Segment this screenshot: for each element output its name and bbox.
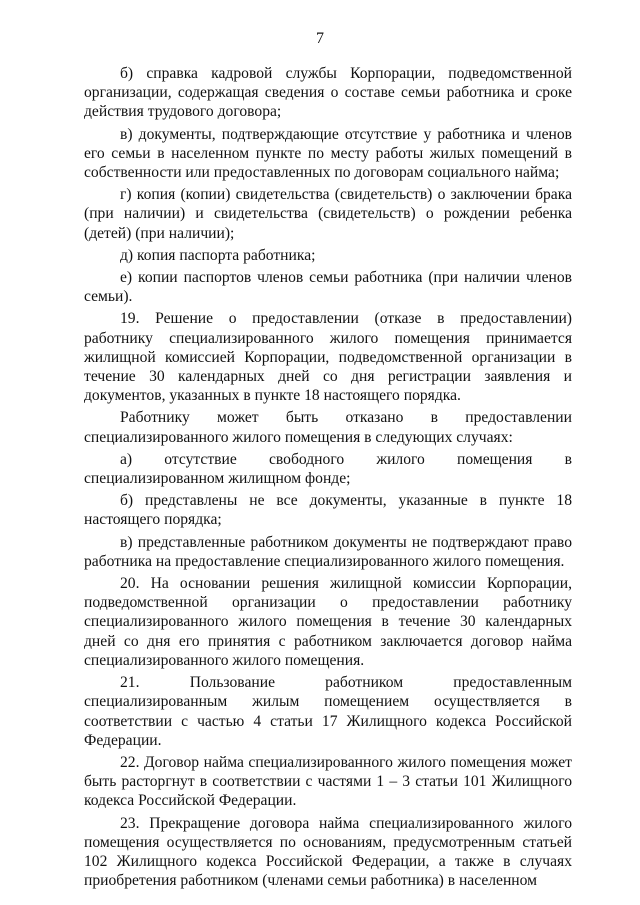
paragraph-refusal-cases: Работнику может быть отказано в предоставлении специализированного жилого помещения в следующих случаях: — [84, 409, 572, 446]
paragraph-item-v-no-housing-documents: в) документы, подтверждающие отсутствие у работника и членов его семьи в населенном пункте по месту работы жилых помещений в собственности или предоставленных по договорам социального найма; — [84, 125, 572, 182]
document-body — [84, 64, 572, 893]
paragraph-item-e-family-passports: е) копии паспортов членов семьи работника (при наличии членов семьи). — [84, 269, 572, 306]
paragraph-refusal-v: в) представленные работником документы не подтверждают право работника на предоставление специализированного жилого помещения. — [84, 533, 572, 570]
page-number: 7 — [316, 30, 324, 47]
paragraph-item-d-passport-copy: д) копия паспорта работника; — [120, 246, 316, 264]
paragraph-refusal-a: а) отсутствие свободного жилого помещения в специализированном жилищном фонде; — [84, 450, 572, 488]
paragraph-21-usage: 21. Пользование работником предоставленным специализированным жилым помещением осуществляется в соответствии с частью 4 статьи 17 Жилищного кодекса Российской Федерации. — [84, 674, 572, 749]
paragraph-23-cessation: 23. Прекращение договора найма специализированного жилого помещения осуществляется по основаниям, предусмотренным статьей 102 Жилищного кодекса Российской Федерации, а также в случаях приобретения работником (членами семьи работника) в населенном — [84, 814, 572, 890]
paragraph-refusal-b: б) представлены не все документы, указанные в пункте 18 настоящего порядка; — [84, 492, 572, 529]
paragraph-20-contract: 20. На основании решения жилищной комиссии Корпорации, подведомственной организации о предоставлении работнику специализированного жилого помещения в течение 30 календарных дней со дня его принятия с работником заключается договор найма специализированного жилого помещения. — [84, 575, 572, 669]
paragraph-item-g-certificates-copies: г) копия (копии) свидетельства (свидетельств) о заключении брака (при наличии) и свидетельства (свидетельств) о рождении ребенка (детей) (при наличии); — [84, 186, 572, 242]
paragraph-item-b-hr-certificate: б) справка кадровой службы Корпорации, подведомственной организации, содержащая сведения о составе семьи работника и сроке действия трудового договора; — [84, 65, 572, 121]
paragraph-22-termination: 22. Договор найма специализированного жилого помещения может быть расторгнут в соответствии с частями 1 – 3 статьи 101 Жилищного кодекса Российской Федерации. — [84, 753, 572, 810]
paragraph-19-decision: 19. Решение о предоставлении (отказе в предоставлении) работнику специализированного жилого помещения принимается жилищной комиссией Корпорации, подведомственной организации в течение 30 календарных дней со дня регистрации заявления и документов, указанных в пункте 18 настоящего порядка. — [84, 310, 572, 405]
